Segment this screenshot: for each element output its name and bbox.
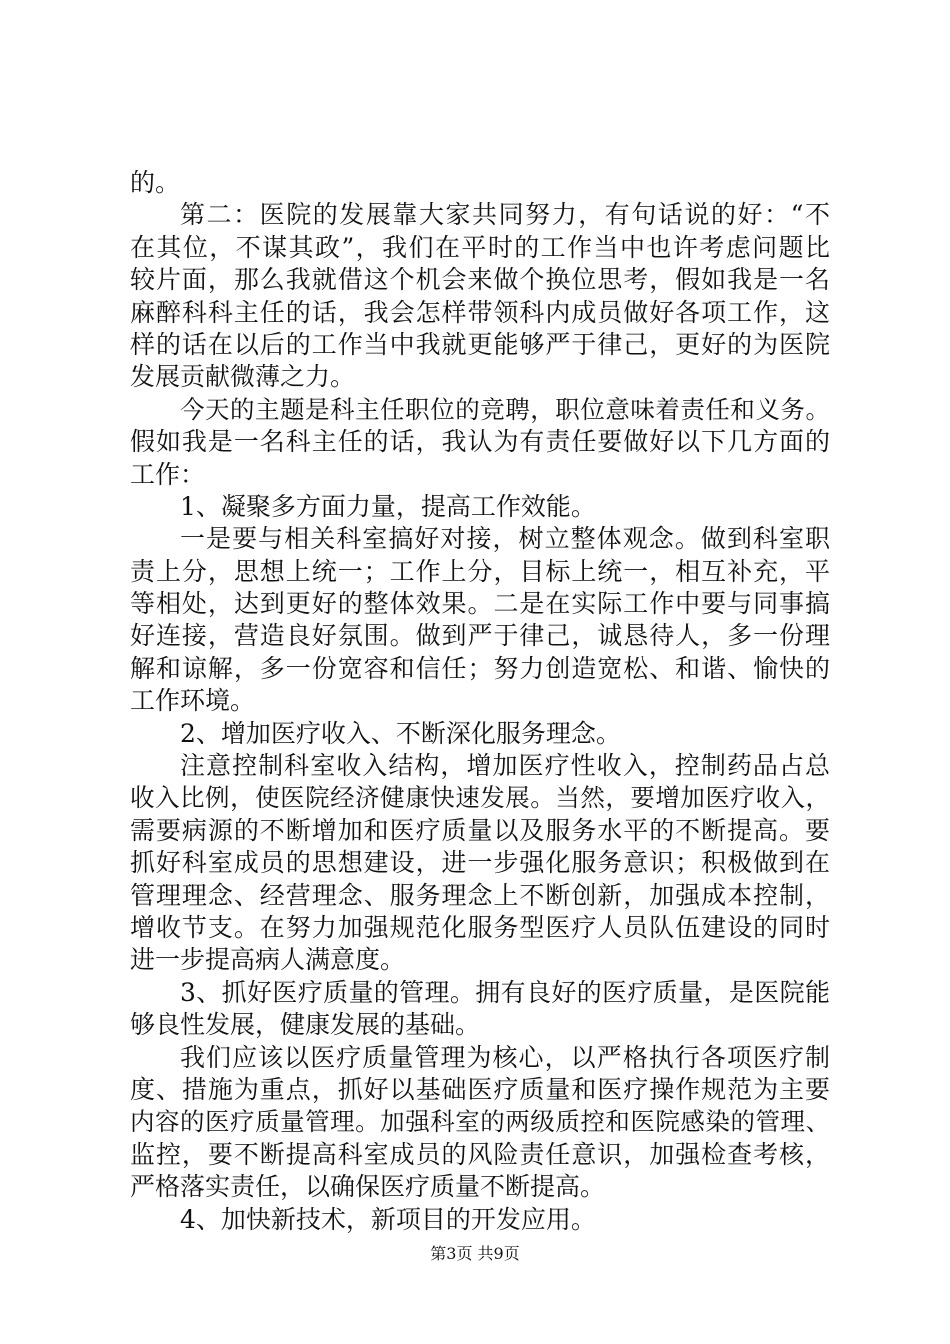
section-heading: 3、抓好医疗质量的管理。拥有良好的医疗质量，是医院能: [180, 977, 830, 1007]
text-line: 够良性发展，健康发展的基础。: [130, 1010, 481, 1040]
text-line: 注意控制科室收入结构，增加医疗性收入，控制药品占总: [180, 751, 830, 781]
section-heading: 1、凝聚多方面力量，提高工作效能。: [180, 491, 596, 521]
text-line: 进一步提高病人满意度。: [130, 945, 406, 975]
text-line: 增收节支。在努力加强规范化服务型医疗人员队伍建设的同时: [130, 912, 830, 942]
text-line: 我们应该以医疗质量管理为核心，以严格执行各项医疗制: [180, 1042, 830, 1072]
page-number: 第3页 共9页: [430, 1244, 520, 1263]
text-line: 发展贡献微薄之力。: [130, 362, 356, 392]
text-line: 内容的医疗质量管理。加强科室的两级质控和医院感染的管理、: [130, 1107, 830, 1137]
text-line: 抓好科室成员的思想建设，进一步强化服务意识；积极做到在: [130, 848, 830, 878]
section-heading: 4、加快新技术，新项目的开发应用。: [180, 1204, 596, 1234]
body-text: [130, 167, 830, 1236]
text-line: 好连接，营造良好氛围。做到严于律己，诚恳待人，多一份理: [130, 621, 830, 651]
text-line: 的。: [130, 168, 181, 197]
text-line: 第二：医院的发展靠大家共同努力，有句话说的好：“不: [180, 200, 830, 230]
text-line: 度、措施为重点，抓好以基础医疗质量和医疗操作规范为主要: [130, 1074, 830, 1104]
section-heading: 2、增加医疗收入、不断深化服务理念。: [180, 718, 621, 748]
text-line: 收入比例，使医院经济健康快速发展。当然，要增加医疗收入，: [130, 783, 830, 813]
text-line: 严格落实责任，以确保医疗质量不断提高。: [130, 1172, 606, 1202]
text-line: 较片面，那么我就借这个机会来做个换位思考，假如我是一名: [130, 265, 830, 295]
text-line: 工作环境。: [130, 686, 256, 716]
text-line: 一是要与相关科室搞好对接，树立整体观念。做到科室职: [180, 524, 830, 554]
text-line: 管理理念、经营理念、服务理念上不断创新，加强成本控制，: [130, 880, 830, 910]
text-line: 假如我是一名科主任的话，我认为有责任要做好以下几方面的: [130, 427, 830, 457]
text-line: 解和谅解，多一份宽容和信任；努力创造宽松、和谐、愉快的: [130, 653, 830, 683]
text-line: 样的话在以后的工作当中我就更能够严于律己，更好的为医院: [130, 329, 830, 359]
text-line: 工作：: [130, 459, 206, 489]
text-line: 在其位，不谋其政”，我们在平时的工作当中也许考虑问题比: [130, 232, 830, 262]
text-line: 需要病源的不断增加和医疗质量以及服务水平的不断提高。要: [130, 815, 830, 845]
text-line: 责上分，思想上统一；工作上分，目标上统一，相互补充，平: [130, 556, 830, 586]
text-line: 等相处，达到更好的整体效果。二是在实际工作中要与同事搞: [130, 589, 830, 619]
text-line: 监控，要不断提高科室成员的风险责任意识，加强检查考核，: [130, 1139, 830, 1169]
text-line: 今天的主题是科主任职位的竞聘，职位意味着责任和义务。: [180, 394, 830, 424]
text-line: 麻醉科科主任的话，我会怎样带领科内成员做好各项工作，这: [130, 297, 830, 327]
